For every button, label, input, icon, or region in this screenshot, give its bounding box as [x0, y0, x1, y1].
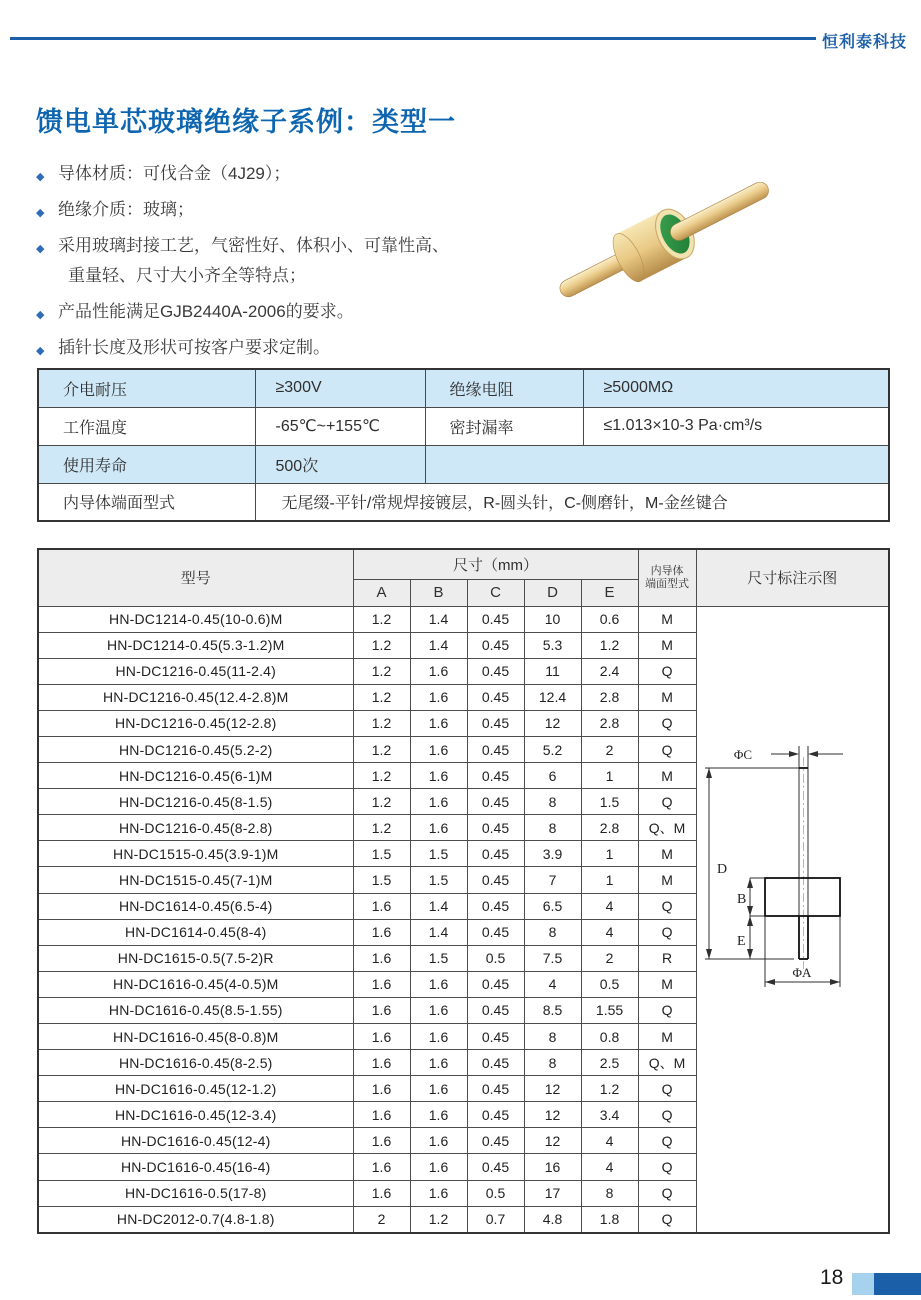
dimension-table [37, 548, 890, 1234]
dim-label-phi-c: ΦC [733, 746, 752, 762]
dim-label-d: D [716, 861, 727, 877]
dim-cell: 0.45 [467, 971, 524, 997]
dim-cell: 1.4 [410, 632, 467, 658]
dim-cell: 8 [524, 1050, 581, 1076]
dim-cell: 1.2 [353, 815, 410, 841]
model-cell: HN-DC2012-0.7(4.8-1.8) [38, 1206, 353, 1232]
dim-cell: 1 [581, 841, 638, 867]
dim-cell: 0.45 [467, 606, 524, 632]
dim-label-b: B [736, 891, 747, 907]
dim-cell: 0.5 [467, 945, 524, 971]
dim-cell: 8 [524, 815, 581, 841]
dim-cell: 1.6 [353, 893, 410, 919]
dim-cell: 2.8 [581, 684, 638, 710]
dim-cell: 0.6 [581, 606, 638, 632]
dim-cell: 0.45 [467, 763, 524, 789]
type-cell: M [638, 867, 696, 893]
dim-cell: 2 [581, 945, 638, 971]
dim-cell: 0.45 [467, 736, 524, 762]
feature-text: 产品性能满足GJB2440A-2006的要求。 [58, 302, 354, 321]
dim-label-phi-a: ΦA [792, 964, 812, 980]
model-cell: HN-DC1216-0.45(8-2.8) [38, 815, 353, 841]
dim-cell: 0.8 [581, 1024, 638, 1050]
dim-cell: 2.5 [581, 1050, 638, 1076]
dim-cell: 7.5 [524, 945, 581, 971]
dim-cell: 1.6 [410, 1102, 467, 1128]
dim-cell: 2.4 [581, 658, 638, 684]
conductor-line2: 端面型式 [645, 577, 690, 590]
dim-cell: 3.9 [524, 841, 581, 867]
footer-accent-light [852, 1273, 874, 1295]
feature-text: 采用玻璃封接工艺，气密性好、体积小、可靠性高、 [58, 236, 449, 255]
dim-cell: 1.2 [353, 763, 410, 789]
type-cell: Q [638, 1154, 696, 1180]
dim-cell: 0.7 [467, 1206, 524, 1232]
dim-cell: 0.45 [467, 1076, 524, 1102]
dim-cell: 6 [524, 763, 581, 789]
dim-cell: 1.6 [410, 1050, 467, 1076]
model-cell: HN-DC1616-0.45(16-4) [38, 1154, 353, 1180]
dim-cell: 1.4 [410, 893, 467, 919]
dim-cell: 1.5 [410, 945, 467, 971]
dim-cell: 16 [524, 1154, 581, 1180]
type-cell: M [638, 606, 696, 632]
dim-cell: 12 [524, 1076, 581, 1102]
dim-cell: 1.2 [581, 632, 638, 658]
dim-cell: 1.5 [353, 867, 410, 893]
model-cell: HN-DC1216-0.45(12.4-2.8)M [38, 684, 353, 710]
dim-cell: 6.5 [524, 893, 581, 919]
dim-cell: 1.6 [410, 971, 467, 997]
model-cell: HN-DC1616-0.45(8-0.8)M [38, 1024, 353, 1050]
dim-cell: 1.6 [353, 971, 410, 997]
dim-cell: 8.5 [524, 997, 581, 1023]
spec-cell: 工作温度 [38, 407, 255, 445]
dim-cell: 1.2 [353, 658, 410, 684]
conductor-line1: 内导体 [650, 564, 684, 577]
feature-text: 插针长度及形状可按客户要求定制。 [58, 338, 330, 357]
model-cell: HN-DC1216-0.45(8-1.5) [38, 789, 353, 815]
dim-cell: 1.6 [410, 1180, 467, 1206]
dim-cell: 1.6 [410, 763, 467, 789]
spec-cell: ≥300V [255, 369, 425, 407]
dim-cell: 17 [524, 1180, 581, 1206]
dim-cell: 1.2 [353, 684, 410, 710]
dim-cell: 1.6 [410, 1076, 467, 1102]
dim-cell: 1.6 [353, 1024, 410, 1050]
type-cell: M [638, 684, 696, 710]
dim-table-body [38, 606, 889, 1233]
dim-cell: 1.6 [353, 1076, 410, 1102]
dim-cell: 12.4 [524, 684, 581, 710]
feature-item [36, 163, 536, 185]
dim-cell: 1.6 [410, 789, 467, 815]
spec-cell: 500次 [255, 445, 425, 483]
model-cell: HN-DC1216-0.45(12-2.8) [38, 710, 353, 736]
dim-cell: 1.6 [410, 997, 467, 1023]
type-cell: Q [638, 893, 696, 919]
dim-cell: 1.6 [353, 919, 410, 945]
dim-cell: 1.6 [353, 1154, 410, 1180]
dim-cell: 0.45 [467, 893, 524, 919]
dim-cell: 8 [581, 1180, 638, 1206]
type-cell: Q、M [638, 1050, 696, 1076]
type-cell: M [638, 1024, 696, 1050]
dim-cell: 5.3 [524, 632, 581, 658]
type-cell: M [638, 971, 696, 997]
spec-cell: -65℃~+155℃ [255, 407, 425, 445]
feature-item [36, 337, 536, 359]
dim-cell: 1.6 [410, 1024, 467, 1050]
model-cell: HN-DC1616-0.45(4-0.5)M [38, 971, 353, 997]
dim-cell: 4 [581, 919, 638, 945]
spec-table [37, 368, 890, 522]
type-cell: Q [638, 1128, 696, 1154]
insulator-assembly [549, 163, 780, 316]
dim-cell: 1.5 [581, 789, 638, 815]
feature-item [36, 265, 536, 287]
dim-cell: 1.5 [353, 841, 410, 867]
dim-cell: 10 [524, 606, 581, 632]
features-list [36, 163, 536, 373]
spec-cell: 内导体端面型式 [38, 483, 255, 521]
dim-cell: 8 [524, 789, 581, 815]
type-cell: Q [638, 1102, 696, 1128]
model-cell: HN-DC1616-0.45(12-1.2) [38, 1076, 353, 1102]
diamond-bullet-icon: ◆ [36, 309, 45, 321]
pin-upper [667, 179, 771, 243]
dimension-diagram-svg [697, 607, 888, 1229]
dim-cell: 0.45 [467, 684, 524, 710]
model-cell: HN-DC1616-0.5(17-8) [38, 1180, 353, 1206]
type-cell: Q [638, 658, 696, 684]
dim-cell: 1.8 [581, 1206, 638, 1232]
dim-cell: 1.2 [353, 736, 410, 762]
dim-cell: 0.45 [467, 867, 524, 893]
feature-text: 绝缘介质：玻璃； [58, 200, 194, 219]
model-cell: HN-DC1616-0.45(8.5-1.55) [38, 997, 353, 1023]
dim-cell: 0.45 [467, 815, 524, 841]
dim-cell: 1.6 [353, 1180, 410, 1206]
dim-cell: 1.6 [353, 945, 410, 971]
model-cell: HN-DC1616-0.45(12-4) [38, 1128, 353, 1154]
dim-cell: 1.2 [353, 606, 410, 632]
dim-cell: 1.2 [353, 789, 410, 815]
type-cell: M [638, 632, 696, 658]
feature-text: 重量轻、尺寸大小齐全等特点； [68, 266, 306, 285]
spec-table-body [38, 369, 889, 521]
dim-cell: 0.45 [467, 1024, 524, 1050]
table-row [38, 606, 889, 632]
dim-label-e: E [736, 933, 746, 949]
dim-cell: 2.8 [581, 710, 638, 736]
dim-cell: 2.8 [581, 815, 638, 841]
col-header-size-group: 尺寸（mm） [353, 549, 638, 579]
dim-cell: 4.8 [524, 1206, 581, 1232]
spec-row [38, 369, 889, 407]
dim-cell: 0.45 [467, 632, 524, 658]
dim-cell: 0.45 [467, 1102, 524, 1128]
dim-cell: 0.45 [467, 789, 524, 815]
dim-cell: 0.45 [467, 997, 524, 1023]
dim-cell: 4 [581, 1128, 638, 1154]
dim-cell: 1.6 [410, 1128, 467, 1154]
dim-cell: 1.55 [581, 997, 638, 1023]
dim-cell: 4 [581, 893, 638, 919]
dim-cell: 0.45 [467, 710, 524, 736]
type-cell: Q [638, 997, 696, 1023]
dimension-diagram-cell [696, 606, 889, 1233]
feature-item [36, 199, 536, 221]
model-cell: HN-DC1214-0.45(10-0.6)M [38, 606, 353, 632]
spec-cell: 无尾缀-平针/常规焊接镀层，R-圆头针，C-侧磨针，M-金丝键合 [255, 483, 889, 521]
type-cell: Q [638, 1180, 696, 1206]
footer-accent-dark [874, 1273, 921, 1295]
dim-cell: 0.45 [467, 1050, 524, 1076]
page-number: 18 [820, 1266, 844, 1289]
model-cell: HN-DC1515-0.45(3.9-1)M [38, 841, 353, 867]
model-cell: HN-DC1216-0.45(6-1)M [38, 763, 353, 789]
spec-cell: 使用寿命 [38, 445, 255, 483]
model-cell: HN-DC1214-0.45(5.3-1.2)M [38, 632, 353, 658]
spec-cell: ≤1.013×10-3 Pa·cm³/s [583, 407, 889, 445]
brand-name: 恒利泰科技 [822, 34, 908, 51]
dim-cell: 1.6 [410, 736, 467, 762]
dim-cell: 4 [524, 971, 581, 997]
model-cell: HN-DC1616-0.45(12-3.4) [38, 1102, 353, 1128]
dim-cell: 1.2 [581, 1076, 638, 1102]
col-header-conductor-type [638, 549, 696, 606]
dim-cell: 1.5 [410, 841, 467, 867]
dim-cell: 0.5 [581, 971, 638, 997]
dim-cell: 12 [524, 710, 581, 736]
dim-cell: 1.4 [410, 606, 467, 632]
model-cell: HN-DC1216-0.45(5.2-2) [38, 736, 353, 762]
diamond-bullet-icon: ◆ [36, 243, 45, 255]
dim-cell: 1.6 [410, 1154, 467, 1180]
diamond-bullet-icon: ◆ [36, 171, 45, 183]
feature-text: 导体材质：可伐合金（4J29）； [58, 164, 291, 183]
dim-cell: 12 [524, 1128, 581, 1154]
spec-cell: ≥5000MΩ [583, 369, 889, 407]
type-cell: Q [638, 789, 696, 815]
spec-cell: 密封漏率 [425, 407, 583, 445]
dim-cell: 1.6 [410, 815, 467, 841]
dim-cell: 1.2 [410, 1206, 467, 1232]
dim-cell: 8 [524, 1024, 581, 1050]
diamond-bullet-icon: ◆ [36, 207, 45, 219]
model-cell: HN-DC1615-0.5(7.5-2)R [38, 945, 353, 971]
dim-cell: 2 [353, 1206, 410, 1232]
dim-cell: 7 [524, 867, 581, 893]
type-cell: Q [638, 919, 696, 945]
dim-cell: 3.4 [581, 1102, 638, 1128]
dim-cell: 1.6 [353, 1102, 410, 1128]
feature-item [36, 301, 536, 323]
dim-cell: 5.2 [524, 736, 581, 762]
dim-cell: 0.45 [467, 658, 524, 684]
col-header-d: D [524, 579, 581, 606]
type-cell: M [638, 841, 696, 867]
spec-row [38, 407, 889, 445]
page-title: 馈电单芯玻璃绝缘子系例：类型一 [36, 107, 456, 137]
type-cell: Q [638, 710, 696, 736]
dim-cell: 1.6 [410, 658, 467, 684]
type-cell: Q [638, 1076, 696, 1102]
product-photo [538, 155, 790, 323]
col-header-c: C [467, 579, 524, 606]
type-cell: M [638, 763, 696, 789]
col-header-b: B [410, 579, 467, 606]
dim-cell: 1.2 [353, 632, 410, 658]
model-cell: HN-DC1515-0.45(7-1)M [38, 867, 353, 893]
dim-cell: 0.45 [467, 1128, 524, 1154]
spec-row [38, 483, 889, 521]
model-cell: HN-DC1216-0.45(11-2.4) [38, 658, 353, 684]
dim-cell: 11 [524, 658, 581, 684]
dim-cell: 1.6 [410, 684, 467, 710]
col-header-e: E [581, 579, 638, 606]
col-header-diagram: 尺寸标注示图 [696, 549, 889, 606]
dim-cell: 1.6 [353, 1128, 410, 1154]
model-cell: HN-DC1616-0.45(8-2.5) [38, 1050, 353, 1076]
feature-item [36, 235, 536, 257]
spec-cell: 介电耐压 [38, 369, 255, 407]
type-cell: Q [638, 1206, 696, 1232]
col-header-model: 型号 [38, 549, 353, 606]
dim-cell: 1.2 [353, 710, 410, 736]
dim-cell: 0.45 [467, 919, 524, 945]
model-cell: HN-DC1614-0.45(6.5-4) [38, 893, 353, 919]
spec-row [38, 445, 889, 483]
dim-cell: 1 [581, 763, 638, 789]
dim-cell: 1.4 [410, 919, 467, 945]
spec-cell: 绝缘电阻 [425, 369, 583, 407]
type-cell: Q、M [638, 815, 696, 841]
col-header-a: A [353, 579, 410, 606]
dim-cell: 1 [581, 867, 638, 893]
dim-cell: 8 [524, 919, 581, 945]
dim-cell: 1.6 [410, 710, 467, 736]
dim-cell: 4 [581, 1154, 638, 1180]
dim-cell: 1.6 [353, 1050, 410, 1076]
dim-cell: 0.45 [467, 1154, 524, 1180]
dim-cell: 12 [524, 1102, 581, 1128]
dim-cell: 2 [581, 736, 638, 762]
diamond-bullet-icon: ◆ [36, 345, 45, 357]
header-rule [10, 37, 816, 40]
type-cell: R [638, 945, 696, 971]
dim-cell: 0.45 [467, 841, 524, 867]
spec-cell [425, 445, 889, 483]
dim-cell: 1.5 [410, 867, 467, 893]
model-cell: HN-DC1614-0.45(8-4) [38, 919, 353, 945]
dim-cell: 1.6 [353, 997, 410, 1023]
type-cell: Q [638, 736, 696, 762]
dim-cell: 0.5 [467, 1180, 524, 1206]
